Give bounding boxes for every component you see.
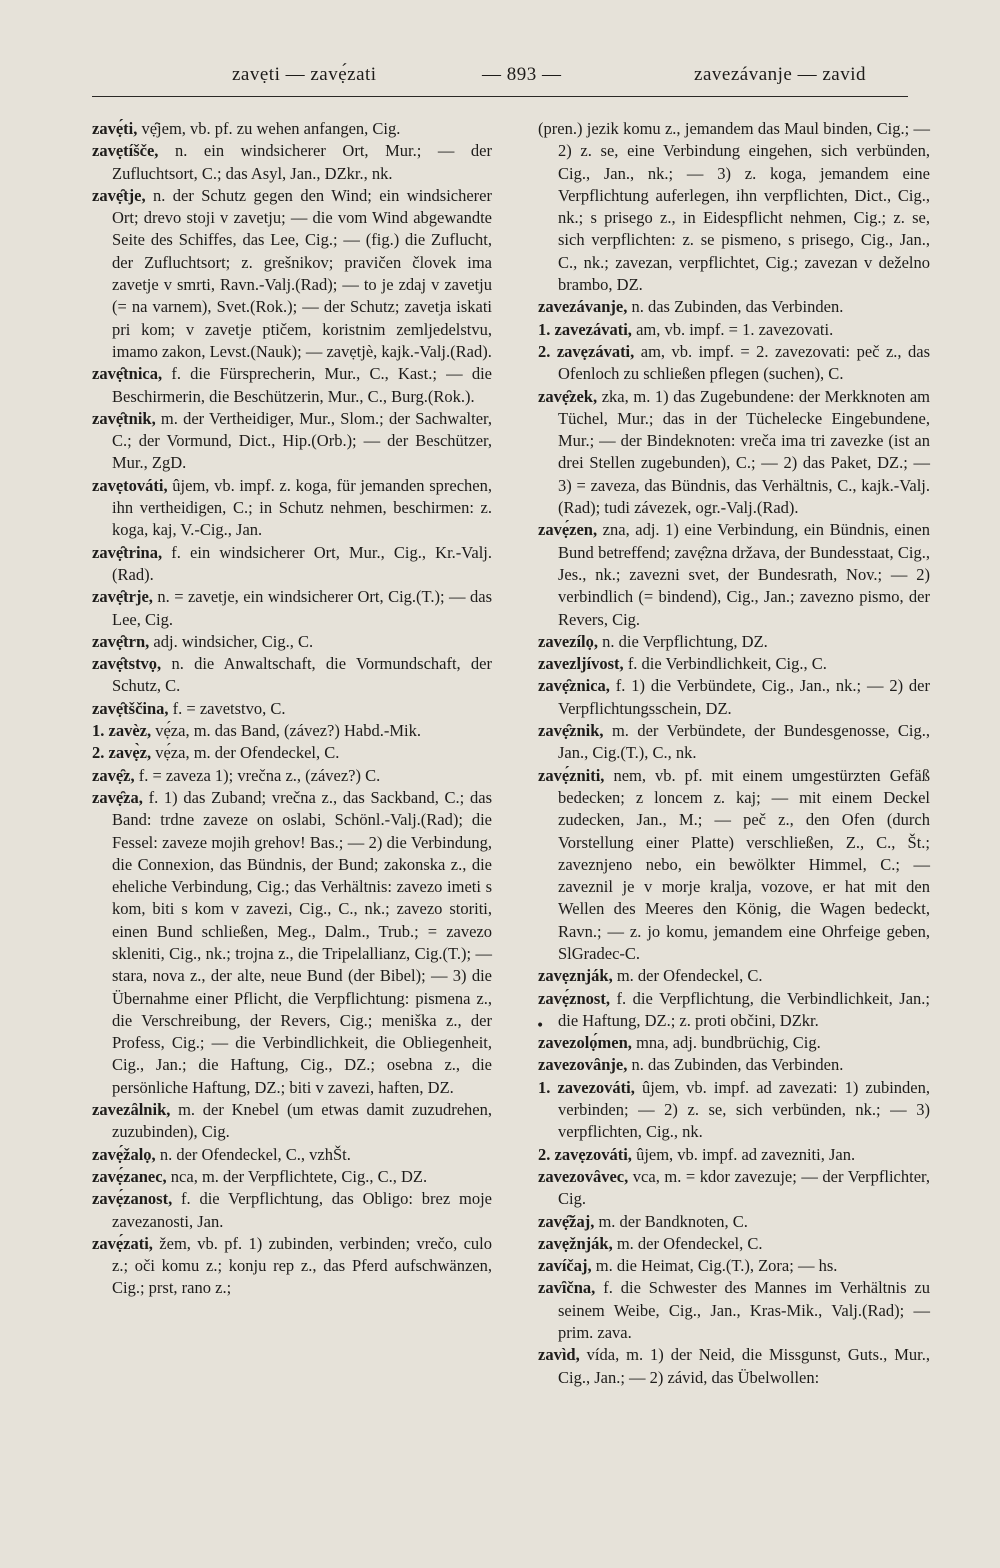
entry-headword: zavìd, bbox=[538, 1345, 580, 1365]
entry-headword: zavẹ̑trina, bbox=[92, 542, 163, 562]
dictionary-entry bbox=[538, 1144, 930, 1166]
dictionary-entry bbox=[92, 1233, 492, 1300]
entry-definition: zka, m. 1) das Zugebundene: der Merkknoten am Tüchel, Mur.; das in der Tüchelecke Eingebundene, Mur.; — der Bindeknoten: vreča ima tri zavezke (ist an drei Stellen zugebunden), C.; — 2) das Paket, DZ.; — 3) = zaveza, das Bündnis, das Verhältnis, C., kajk.-Valj.(Rad); tudi závezek, ogr.-Valj.(Rad). bbox=[558, 386, 930, 518]
dictionary-entry bbox=[538, 296, 930, 318]
entry-headword: zavẹ̑znik, bbox=[538, 721, 604, 741]
entry-definition: m. der Vertheidiger, Mur., Slom.; der Sachwalter, C.; der Vormund, Dict., Hip.(Orb.); — der Beschützer, Mur., ZgD. bbox=[112, 408, 492, 473]
dictionary-entry bbox=[92, 787, 492, 1099]
entry-definition: n. das Zubinden, das Verbinden. bbox=[627, 297, 844, 317]
dictionary-entry bbox=[92, 1099, 492, 1144]
entry-headword: zavẹ̑tščina, bbox=[92, 698, 169, 718]
dictionary-entry bbox=[538, 386, 930, 520]
entry-definition: vída, m. 1) der Neid, die Missgunst, Guts., Mur., Cig., Jan.; — 2) závid, das Übelwollen: bbox=[558, 1345, 930, 1387]
entry-headword: zavẹ̑trn, bbox=[92, 631, 150, 651]
dictionary-entry bbox=[538, 631, 930, 653]
dictionary-entry bbox=[92, 1166, 492, 1188]
entry-definition: f. 1) das Zuband; vrečna z., das Sackband, C.; das Band: trdne zaveze on oslabi, Schönl.-Valj.(Rad); die Fessel: zaveze mojih grehov! Bas.; — 2) die Verbindung, die Connexion, das Bündnis, der Bund; zakonska z., die eheliche Verbindung, Cig.; das Verhältnis: zavezo imeti s kom, biti s kom v zavezi, Cig., C., nk.; zavezo storiti, einen Bund schließen, Meg., Dalm., Trub.; = zavezo skleniti, Cig., nk.; trojna z., die Tripelallianz, Cig.(T.); — stara, nova z., der alte, neue Bund (der Bibel); — 3) die Übernahme einer Pflicht, die Verpflichtung: pismena z., die Verschreibung, der Revers, Cig.; meniška z., der Profess, Cig.; — die Verbindlichkeit, die Obliegenheit, Cig., Jan.; die Haftung, Cig., DZ.; osebna z., die persönliche Haftung, DZ.; biti v zavezi, haften, DZ. bbox=[112, 787, 492, 1097]
entry-headword: zavezávanje, bbox=[538, 297, 628, 317]
bullet-mark: • bbox=[536, 1018, 545, 1034]
entry-headword: zavẹ̑žaj, bbox=[538, 1211, 595, 1231]
dictionary-entry bbox=[538, 1233, 930, 1255]
entry-headword: zavẹ́žalọ, bbox=[92, 1144, 156, 1164]
entry-headword: zavezovȃnje, bbox=[538, 1055, 628, 1075]
entry-headword: zavẹtíšče, bbox=[92, 141, 159, 161]
entry-definition: žem, vb. pf. 1) zubinden, verbinden; vrečo, culo z.; oči komu z.; konju rep z., das Pferd aufschwänzen, Cig.; prst, rano z.; bbox=[112, 1233, 492, 1298]
entry-definition: n. die Verpflichtung, DZ. bbox=[598, 631, 768, 651]
entry-headword: zavẹ́zen, bbox=[538, 520, 598, 540]
entry-headword: 1. zavezováti, bbox=[538, 1077, 635, 1097]
entry-definition: f. ein windsicherer Ort, Mur., Cig., Kr.-Valj.(Rad). bbox=[112, 542, 492, 584]
entry-definition: ûjem, vb. impf. ad zavezniti, Jan. bbox=[631, 1144, 856, 1164]
entry-headword: 1. zavèz, bbox=[92, 721, 152, 741]
entry-headword: zavezílọ, bbox=[538, 631, 599, 651]
entry-definition: n. der Schutz gegen den Wind; ein windsicherer Ort; drevo stoji v zavetju; — die vom Wind abgewandte Seite des Schiffes, das Lee, Cig.; — (fig.) die Zuflucht, der Zufluchtsort; z. grešnikov; pravičen človek ima zavetje v smrti, Ravn.-Valj.(Rad); — to je zdaj v zavetju (= na varnem), Svet.(Rok.); — der Schutz; zavetja iskati pri kom; v zavetje ptičem, koristnim zemljedelstvu, imamo zakon, Levst.(Nauk); — zavẹtjè, kajk.-Valj.(Rad). bbox=[112, 185, 492, 361]
entry-headword: zavẹ̑tnik, bbox=[92, 408, 156, 428]
dictionary-entry bbox=[92, 475, 492, 542]
entry-definition: n. = zavetje, ein windsicherer Ort, Cig.(T.); — das Lee, Cig. bbox=[112, 587, 492, 629]
entry-headword: zavẹ̑zek, bbox=[538, 386, 598, 406]
dictionary-entry bbox=[538, 319, 930, 341]
entry-definition: nem, vb. pf. mit einem umgestürzten Gefäß bedecken; z loncem z. kaj; — mit einem Deckel zudecken, Jan., M.; — peč z., den Ofen (durch Vorstellung einer Platte) verschließen, Z., C., Št.; zaveznjeno nebo, ein bewölkter Himmel, C.; — zaveznil je v morje kralja, vozove, er hat mit den Wellen des Meeres den König, die Wagen bedeckt, Ravn.; — z. jo komu, jemandem eine Ohrfeige geben, SlGradec-C. bbox=[558, 765, 930, 963]
dictionary-entry bbox=[538, 1054, 930, 1076]
entry-definition: ûjem, vb. impf. z. koga, für jemanden sprechen, ihn vertheidigen, C.; in Schutz nehmen, beschirmen: z. koga, kaj, V.-Cig., Jan. bbox=[112, 475, 492, 540]
page-number: — 893 — bbox=[482, 64, 562, 85]
header-left-guideword: zavẹti — zavẹ́zati bbox=[232, 64, 377, 85]
dictionary-entry bbox=[92, 1188, 492, 1233]
entry-headword: 2. zavẹ̀z, bbox=[92, 743, 152, 763]
entry-definition: vẹ́za, m. der Ofendeckel, C. bbox=[151, 743, 340, 763]
dictionary-entry bbox=[538, 1344, 930, 1389]
entry-definition: adj. windsicher, Cig., C. bbox=[149, 631, 314, 651]
dictionary-entry bbox=[92, 185, 492, 363]
entry-headword: zavẹ́zanec, bbox=[92, 1166, 167, 1186]
entry-definition: zna, adj. 1) eine Verbindung, ein Bündnis, einen Bund betreffend; zavẹ̑zna država, der Bundesstaat, Cig., Jes., nk.; zavezni svet, der Bundesrath, Nov.; — 2) verbindlich (= bindend), Cig., Jan.; zavezno pismo, der Revers, Cig. bbox=[558, 520, 930, 629]
entry-definition: f. die Fürsprecherin, Mur., C., Kast.; — die Beschirmerin, die Beschützerin, Mur., C., Burg.(Rok.). bbox=[112, 364, 492, 406]
dictionary-entry bbox=[538, 1077, 930, 1144]
entry-definition: vẹ́za, m. das Band, (závez?) Habd.-Mik. bbox=[151, 721, 421, 741]
page-header bbox=[92, 60, 908, 97]
dictionary-entry bbox=[538, 720, 930, 765]
entry-definition: m. der Verbündete, der Bundesgenosse, Cig., Jan., Cig.(T.), C., nk. bbox=[558, 721, 930, 763]
entry-headword: zavẹ́ti, bbox=[92, 119, 138, 138]
dictionary-entry bbox=[538, 1211, 930, 1233]
entry-headword: zavẹ̑za, bbox=[92, 787, 143, 807]
entry-definition: m. der Ofendeckel, C. bbox=[612, 966, 763, 986]
entry-headword: zavíčaj, bbox=[538, 1256, 592, 1276]
dictionary-entry bbox=[92, 363, 492, 408]
entry-headword: zavezȃlnik, bbox=[92, 1100, 171, 1120]
entry-definition: f. die Verpflichtung, die Verbindlichkeit, Jan.; die Haftung, DZ.; z. proti občini, DZkr. bbox=[558, 988, 930, 1030]
entry-headword: 2. zavẹzováti, bbox=[538, 1144, 632, 1164]
dictionary-entry bbox=[538, 988, 930, 1033]
entry-headword: zavẹ́znost, bbox=[538, 988, 610, 1008]
dictionary-entry bbox=[538, 1255, 930, 1277]
entry-headword: zavẹ̑znica, bbox=[538, 676, 610, 696]
dictionary-entry bbox=[538, 675, 930, 720]
entry-definition: am, vb. impf. = 1. zavezovati. bbox=[631, 319, 834, 339]
entry-definition: mna, adj. bundbrüchig, Cig. bbox=[631, 1033, 821, 1053]
dictionary-entry bbox=[92, 1144, 492, 1166]
entry-headword: zavezolọ́men, bbox=[538, 1033, 632, 1053]
dictionary-entry bbox=[92, 586, 492, 631]
entry-definition: f. 1) die Verbündete, Cig., Jan., nk.; — 2) der Verpflichtungsschein, DZ. bbox=[558, 676, 930, 718]
entry-definition: m. der Knebel (um etwas damit zuzudrehen, zuzubinden), Cig. bbox=[112, 1100, 492, 1142]
dictionary-entry bbox=[92, 118, 492, 140]
entry-definition: vẹ̑jem, vb. pf. zu wehen anfangen, Cig. bbox=[137, 119, 401, 138]
entry-definition: n. das Zubinden, das Verbinden. bbox=[627, 1055, 844, 1075]
dictionary-entry bbox=[538, 653, 930, 675]
entry-headword: zavezovȃvec, bbox=[538, 1166, 629, 1186]
entry-definition: n. der Ofendeckel, C., vzhŠt. bbox=[155, 1144, 351, 1164]
entry-headword: zavẹtováti, bbox=[92, 475, 168, 495]
dictionary-entry bbox=[538, 1166, 930, 1211]
dictionary-entry bbox=[92, 742, 492, 764]
entry-headword: zavẹžnják, bbox=[538, 1233, 613, 1253]
dictionary-entry bbox=[538, 965, 930, 987]
dictionary-entry bbox=[92, 698, 492, 720]
entry-definition: nca, m. der Verpflichtete, Cig., C., DZ. bbox=[166, 1166, 428, 1186]
entry-headword: 2. zavẹzávati, bbox=[538, 341, 635, 361]
entry-headword: zavẹznják, bbox=[538, 966, 613, 986]
entry-headword: zavezljívost, bbox=[538, 654, 624, 674]
entry-headword: zavẹ̑tstvọ, bbox=[92, 654, 162, 674]
entry-headword: zavẹ̑trje, bbox=[92, 587, 153, 607]
entry-definition: f. die Verbindlichkeit, Cig., C. bbox=[623, 654, 827, 674]
entry-headword: zavẹ́zniti, bbox=[538, 765, 605, 785]
dictionary-entry bbox=[92, 631, 492, 653]
dictionary-entry bbox=[92, 765, 492, 787]
entry-headword: 1. zavezávati, bbox=[538, 319, 632, 339]
header-right-guideword: zavezávanje — zavid bbox=[694, 64, 866, 85]
entry-headword: zavȋčna, bbox=[538, 1278, 596, 1298]
dictionary-entry bbox=[538, 1032, 930, 1054]
dictionary-entry bbox=[538, 1277, 930, 1344]
left-column bbox=[92, 118, 492, 1300]
dictionary-entry bbox=[92, 720, 492, 742]
dictionary-entry bbox=[538, 765, 930, 966]
entry-definition: m. der Ofendeckel, C. bbox=[612, 1233, 763, 1253]
entry-definition: m. die Heimat, Cig.(T.), Zora; — hs. bbox=[591, 1256, 838, 1276]
dictionary-entry bbox=[92, 408, 492, 475]
entry-definition: n. die Anwaltschaft, die Vormundschaft, der Schutz, C. bbox=[112, 654, 492, 696]
dictionary-entry bbox=[92, 542, 492, 587]
entry-headword: zavẹ̑z, bbox=[92, 765, 135, 785]
entry-definition: f. = zaveza 1); vrečna z., (závez?) C. bbox=[134, 765, 381, 785]
dictionary-entry bbox=[538, 519, 930, 630]
right-column bbox=[538, 118, 930, 1389]
entry-headword: zavẹ́zati, bbox=[92, 1233, 153, 1253]
entry-definition: f. die Schwester des Mannes im Verhältnis zu seinem Weibe, Cig., Jan., Kras-Mik., Valj.(Rad); — prim. zava. bbox=[558, 1278, 930, 1343]
entry-definition: f. = zavetstvo, C. bbox=[168, 698, 286, 718]
entry-headword: zavẹ̑tje, bbox=[92, 185, 146, 205]
dictionary-entry bbox=[92, 653, 492, 698]
entry-definition: m. der Bandknoten, C. bbox=[594, 1211, 748, 1231]
entry-definition: am, vb. impf. = 2. zavezovati: peč z., das Ofenloch zu schließen pflegen (suchen), C. bbox=[558, 341, 930, 384]
entry-definition: ûjem, vb. impf. ad zavezati: 1) zubinden, verbinden; — 2) z. se, sich verbünden, nk.; — 3) verpflichten, Cig., nk. bbox=[558, 1077, 930, 1142]
entry-definition: f. die Verpflichtung, das Obligo: brez moje zavezanosti, Jan. bbox=[112, 1189, 492, 1231]
entry-definition: vca, m. = kdor zavezuje; — der Verpflichter, Cig. bbox=[558, 1166, 930, 1209]
dictionary-entry bbox=[538, 341, 930, 386]
entry-headword: zavẹ̑tnica, bbox=[92, 364, 163, 384]
entry-headword: zavẹ́zanost, bbox=[92, 1189, 173, 1209]
dictionary-entry bbox=[538, 118, 930, 296]
dictionary-entry bbox=[92, 140, 492, 185]
entry-definition: n. ein windsicherer Ort, Mur.; — der Zufluchtsort, C.; das Asyl, Jan., DZkr., nk. bbox=[112, 141, 492, 183]
entry-definition: (pren.) jezik komu z., jemandem das Maul binden, Cig.; — 2) z. se, eine Verbindung eingehen, sich verbünden, Cig., Jan., nk.; — 3) z. koga, jemandem eine Verpflichtung auferlegen, ihn verpflichten, Dict., Cig., nk.; s prisego z., in Eidespflicht nehmen, Cig.; z. se, sich verpflichten: z. se pismeno, s prisego, Cig., Jan., C., nk.; zavezan, verpflichtet, Cig.; zavezan v deželno brambo, DZ. bbox=[538, 119, 930, 295]
